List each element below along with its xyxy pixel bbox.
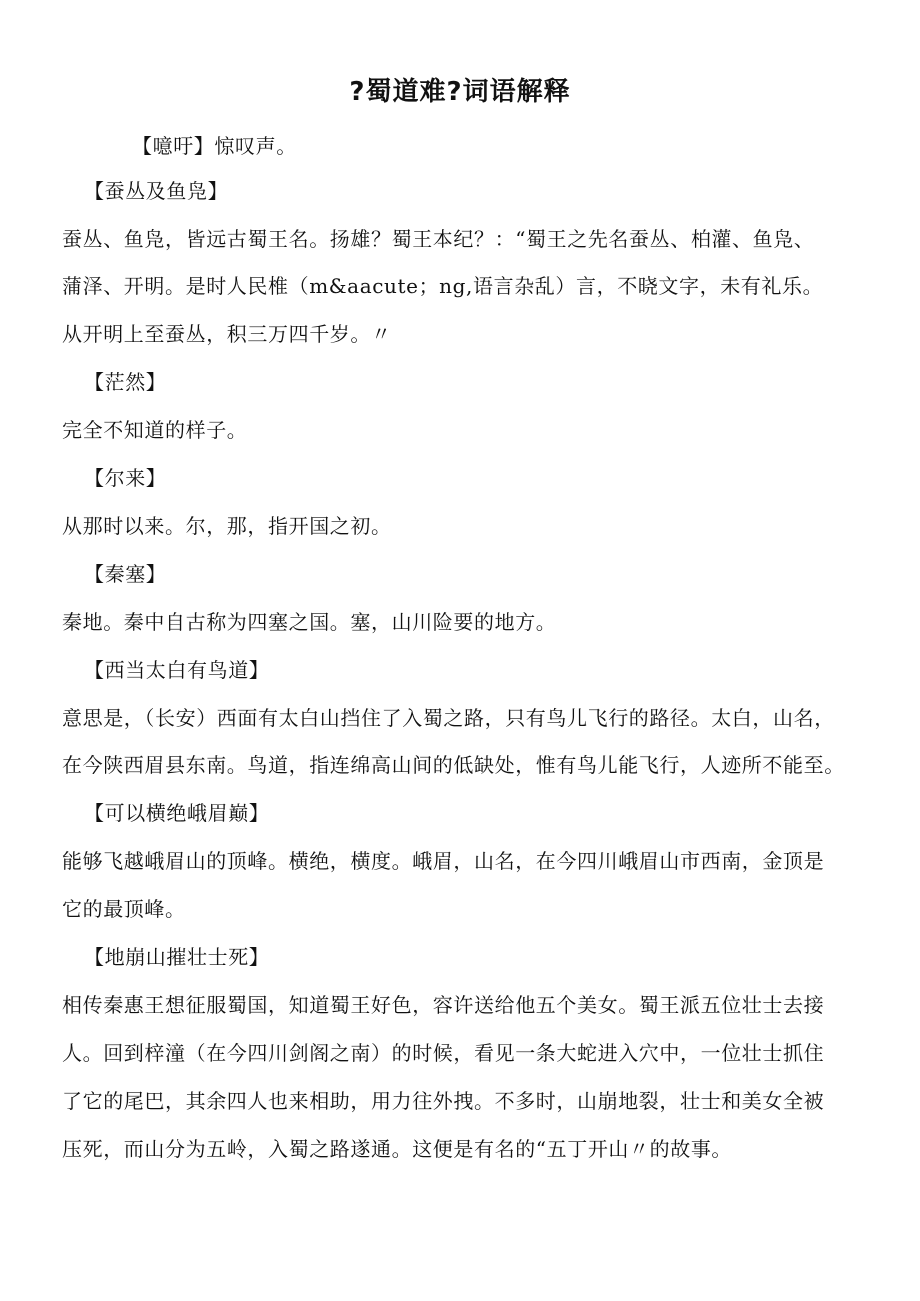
definition-line: 蒲泽、开明。是时人民椎（m&aacute；ng,语言杂乱）言，不晓文字，未有礼乐。 [62,274,824,298]
definition-line: 蚕丛、鱼凫，皆远古蜀王名。扬雄？蜀王本纪？：“蜀王之先名蚕丛、柏灌、鱼凫、 [62,227,815,251]
definition-line: 从那时以来。尔，那，指开国之初。 [62,514,392,538]
definition-line: 压死，而山分为五岭，入蜀之路遂通。这便是有名的“五丁开山〃的故事。 [62,1137,733,1161]
term-heading: 【西当太白有鸟道】 [84,658,270,682]
term-definition: 惊叹声。 [214,134,297,158]
definition-line: 在今陕西眉县东南。鸟道，指连绵高山间的低缺处，惟有鸟儿能飞行，人迹所不能至。 [62,753,845,777]
term-label: 【噫吁】 [132,134,215,158]
definition-line: 秦地。秦中自古称为四塞之国。塞，山川险要的地方。 [62,610,557,634]
term-heading: 【地崩山摧壮士死】 [84,945,270,969]
term-heading: 【尔来】 [84,466,167,490]
definition-line: 人。回到梓潼（在今四川剑阁之南）的时候，看见一条大蛇进入穴中，一位壮士抓住 [62,1041,825,1065]
definition-line: 能够飞越峨眉山的顶峰。横绝，横度。峨眉，山名，在今四川峨眉山市西南，金顶是 [62,849,825,873]
term-heading: 【茫然】 [84,370,167,394]
definition-line: 了它的尾巴，其余四人也来相助，用力往外拽。不多时，山崩地裂，壮士和美女全被 [62,1089,825,1113]
definition-line: 相传秦惠王想征服蜀国，知道蜀王好色，容许送给他五个美女。蜀王派五位壮士去接 [62,993,825,1017]
definition-line: 它的最顶峰。 [62,897,186,921]
definition-line: 从开明上至蚕丛，积三万四千岁。〃 [62,322,392,346]
page-title: ?蜀道难?词语解释 [349,77,571,107]
definition-line: 完全不知道的样子。 [62,418,248,442]
term-heading: 【蚕丛及鱼凫】 [84,179,229,203]
definition-line: 意思是，（长安）西面有太白山挡住了入蜀之路，只有鸟儿飞行的路径。太白，山名， [62,706,835,730]
term-heading: 【秦塞】 [84,562,167,586]
entry-yixu [132,131,920,161]
term-heading: 【可以横绝峨眉巅】 [84,801,270,825]
